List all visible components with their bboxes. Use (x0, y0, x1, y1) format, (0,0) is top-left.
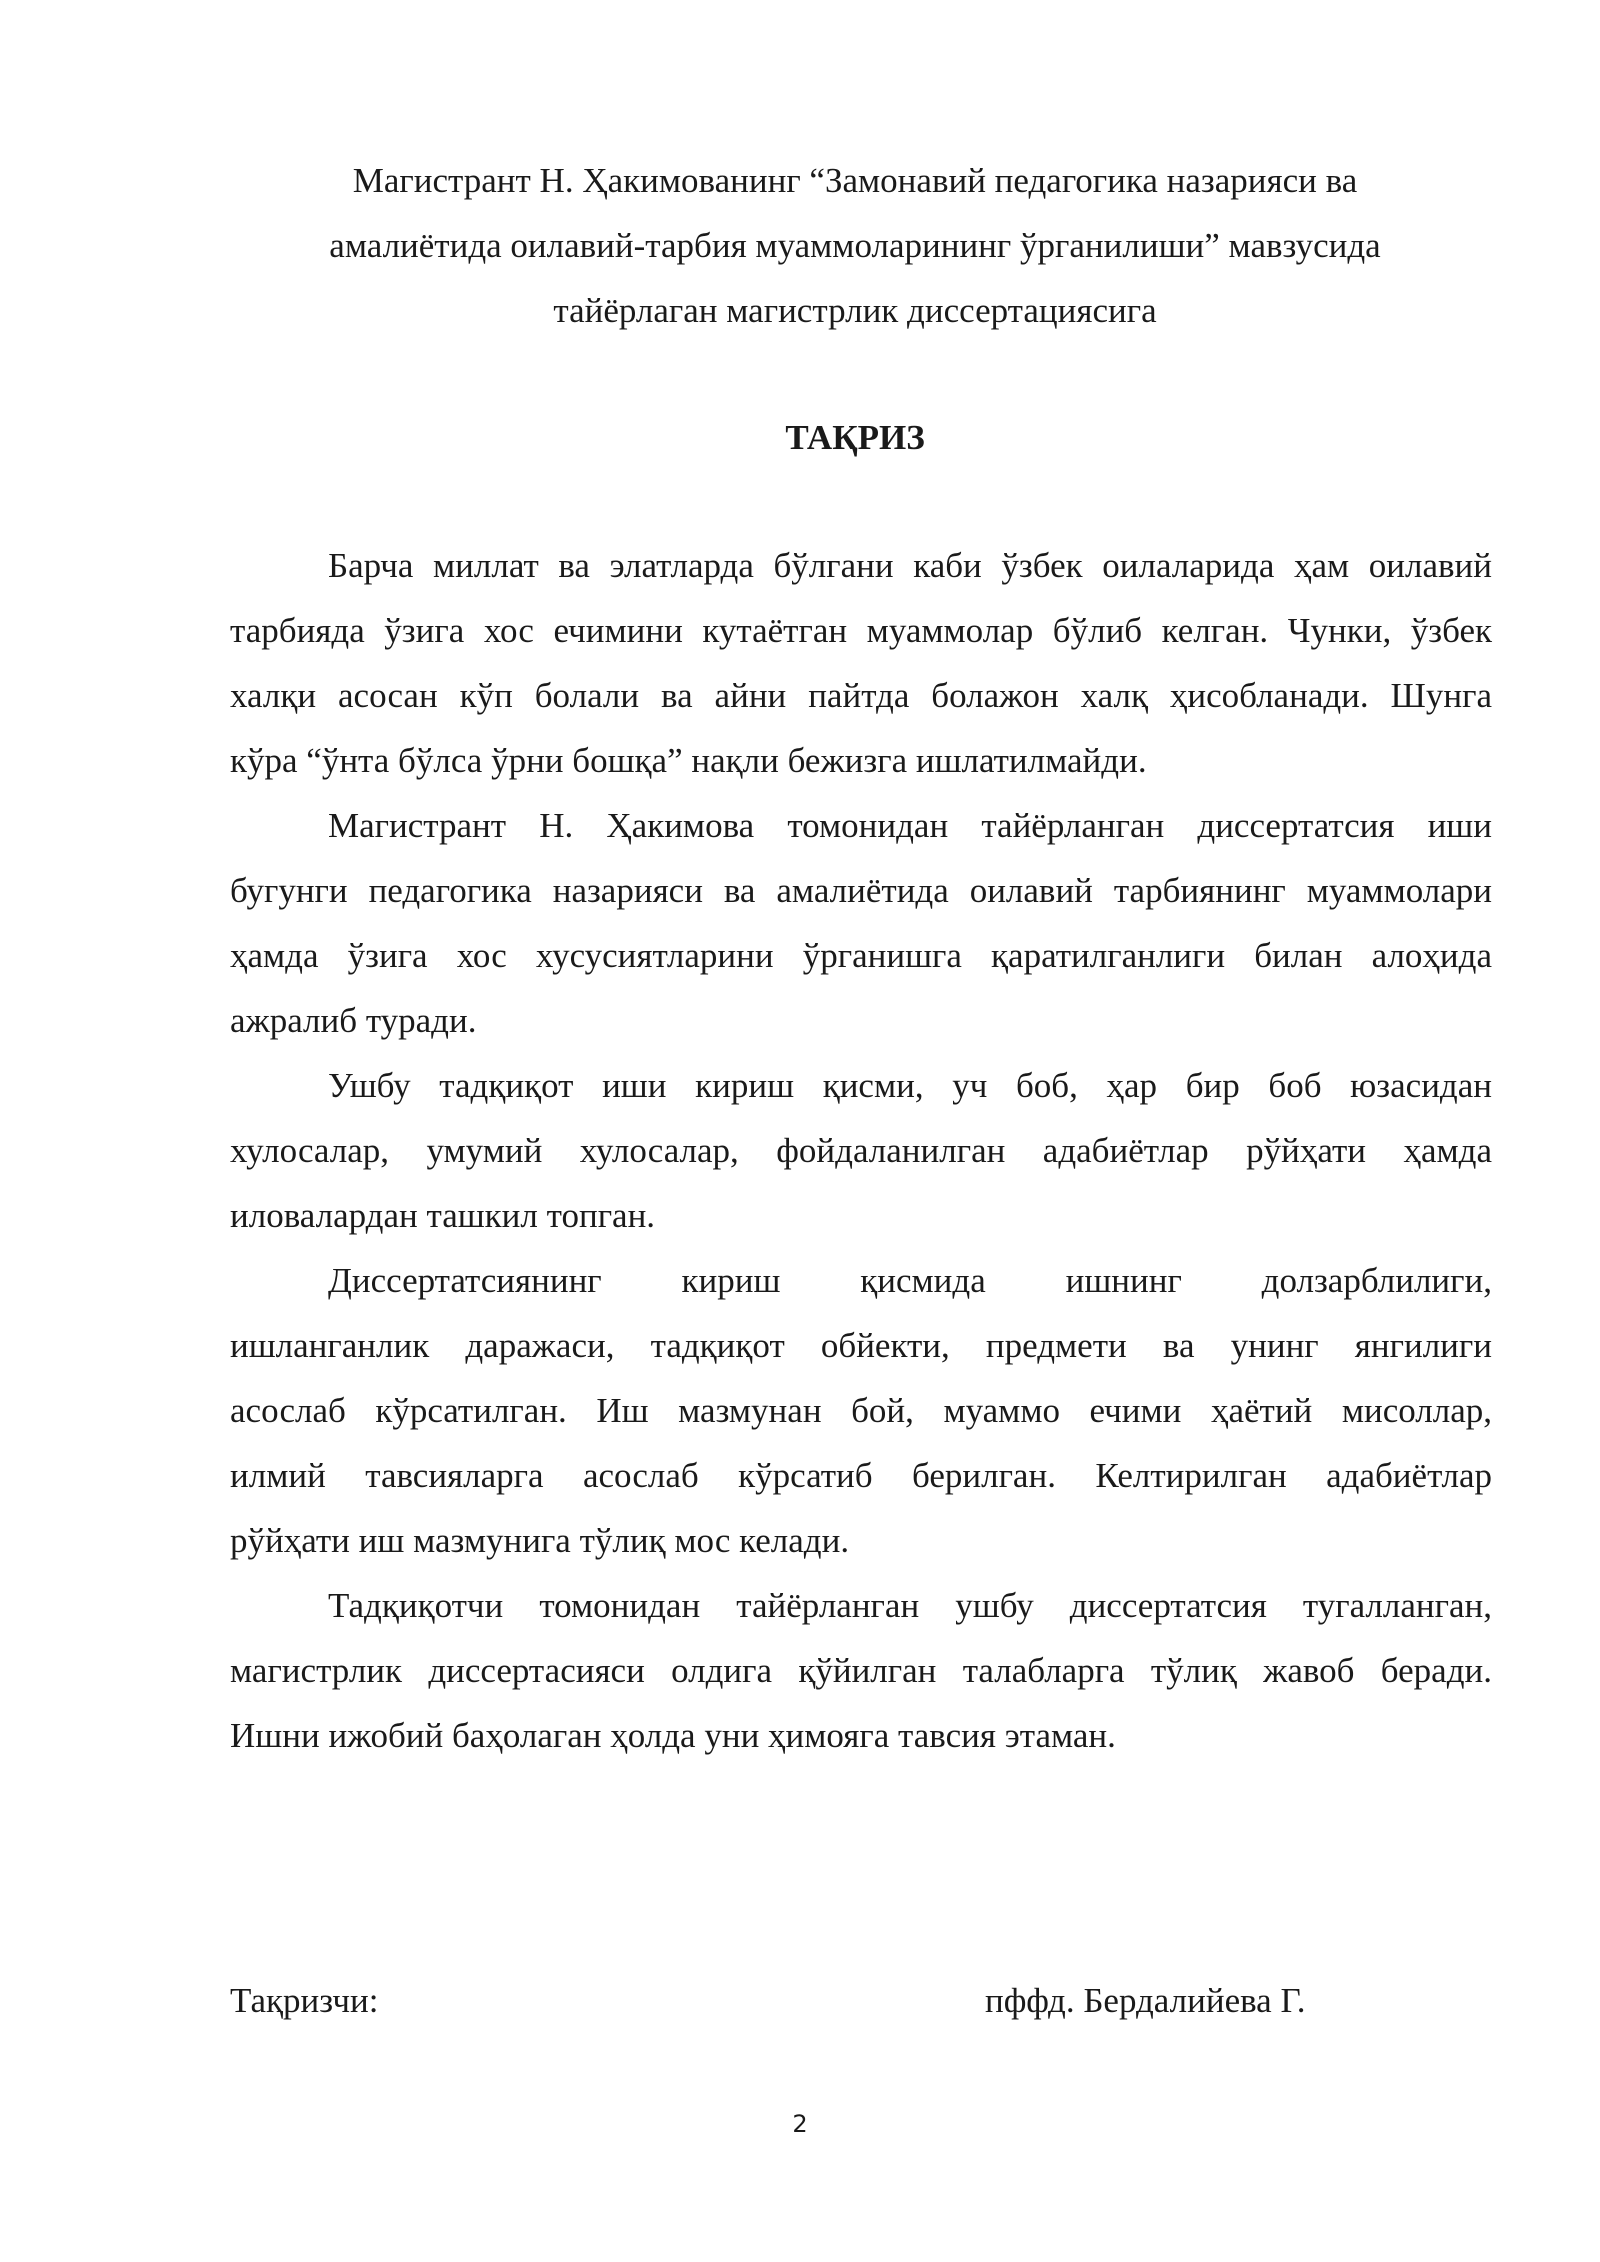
heading-line: Магистрант Н. Ҳакимованинг “Замонавий педагогика назарияси ва (352, 161, 1358, 200)
paragraph (230, 1573, 1492, 1768)
paragraph (230, 793, 1492, 1053)
text-line: ишланганлик даражаси, тадқиқот обйекти, предмети ва унинг янгилиги (230, 1326, 1492, 1365)
paragraph (230, 1053, 1492, 1248)
reviewer-name: пффд. Бердалийева Г. (985, 1981, 1306, 2020)
text-line: рўйҳати иш мазмунига тўлиқ мос келади. (230, 1521, 850, 1560)
page-number: 2 (792, 2110, 808, 2138)
text-line: тарбияда ўзига хос ечимини кутаётган муаммолар бўлиб келган. Чунки, ўзбек (230, 611, 1492, 650)
text-line: ажралиб туради. (230, 1001, 477, 1040)
heading-line: амалиётида оилавий-тарбия муаммоларининг ўрганилиши” мавзусида (329, 226, 1381, 265)
paragraph (230, 533, 1492, 793)
text-line: Ишни ижобий баҳолаган ҳолда уни ҳимояга тавсия этаман. (230, 1716, 1116, 1755)
text-line: Ушбу тадқиқот иши кириш қисми, уч боб, ҳар бир боб юзасидан (328, 1066, 1492, 1105)
reviewer-label: Тақризчи: (230, 1981, 379, 2020)
text-line: бугунги педагогика назарияси ва амалиётида оилавий тарбиянинг муаммолари (230, 871, 1492, 910)
document-body (230, 533, 1492, 1768)
text-line: ҳамда ўзига хос хусусиятларини ўрганишга қаратилганлиги билан алоҳида (230, 936, 1492, 975)
text-line: Магистрант Н. Ҳакимова томонидан тайёрланган диссертатсия иши (328, 806, 1492, 845)
text-line: илмий тавсияларга асослаб кўрсатиб берилган. Келтирилган адабиётлар (230, 1456, 1492, 1495)
text-line: магистрлик диссертасияси олдига қўйилган талабларга тўлиқ жавоб беради. (230, 1651, 1492, 1690)
text-line: халқи асосан кўп болали ва айни пайтда болажон халқ ҳисобланади. Шунга (230, 676, 1492, 715)
text-line: асослаб кўрсатилган. Иш мазмунан бой, муаммо ечими ҳаётий мисоллар, (230, 1391, 1492, 1430)
text-line: Диссертатсиянинг кириш қисмида ишнинг долзарблилиги, (328, 1261, 1492, 1300)
document-title: ТАҚРИЗ (785, 418, 925, 457)
text-line: иловалардан ташкил топган. (230, 1196, 656, 1235)
text-line: кўра “ўнта бўлса ўрни бошқа” нақли бежизга ишлатилмайди. (230, 741, 1147, 780)
paragraph (230, 1248, 1492, 1573)
text-line: Тадқиқотчи томонидан тайёрланган ушбу диссертатсия тугалланган, (328, 1586, 1492, 1625)
text-line: Барча миллат ва элатларда бўлгани каби ўзбек оилаларида ҳам оилавий (328, 546, 1492, 585)
text-line: хулосалар, умумий хулосалар, фойдаланилган адабиётлар рўйҳати ҳамда (230, 1131, 1492, 1170)
signature-block (230, 1968, 1492, 2033)
document-subject-heading (230, 148, 1480, 343)
heading-line: тайёрлаган магистрлик диссертациясига (553, 291, 1157, 330)
